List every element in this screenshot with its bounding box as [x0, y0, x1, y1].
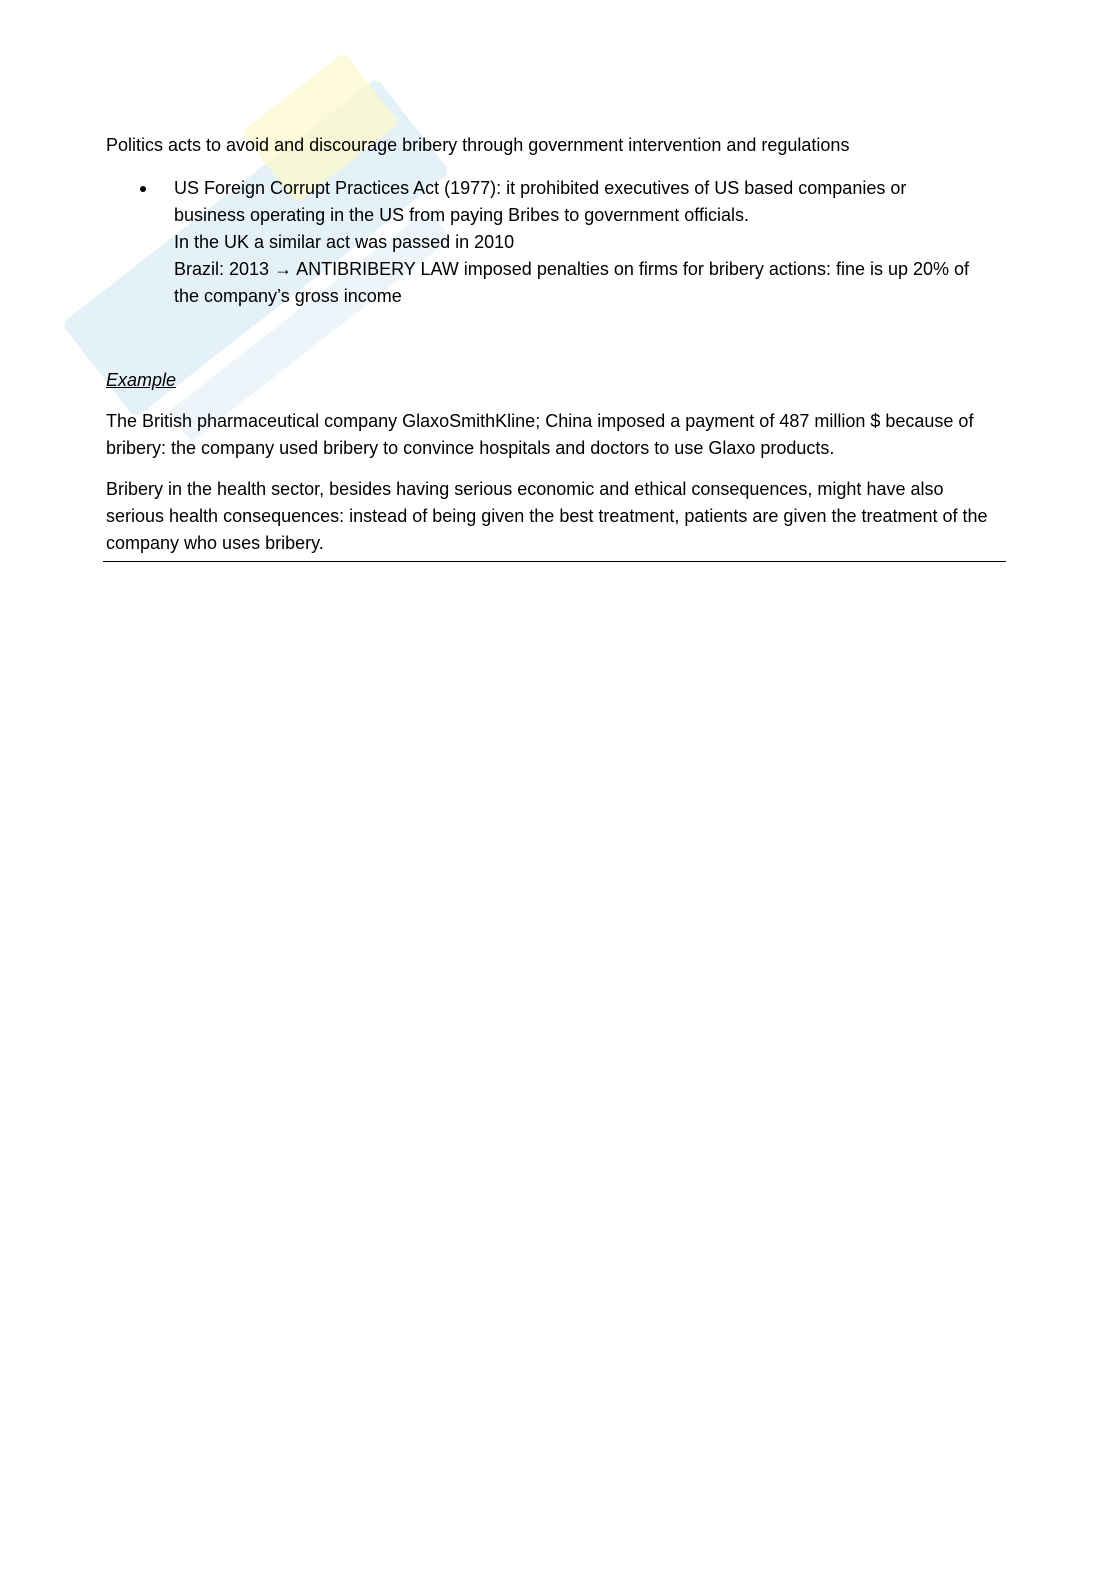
bullet-line-1: US Foreign Corrupt Practices Act (1977): it prohibited executives of US based companies or [174, 178, 907, 198]
bullet-line-2: business operating in the US from paying Bribes to government officials. [174, 205, 749, 225]
right-arrow-icon: → [274, 259, 293, 279]
example-heading: Example [106, 370, 177, 390]
intro-paragraph: Politics acts to avoid and discourage bribery through government intervention and regulations [106, 135, 850, 155]
bullet-line-5: the company’s gross income [174, 286, 402, 306]
bullet-line-3: In the UK a similar act was passed in 2010 [174, 232, 515, 252]
horizontal-rule [103, 561, 1006, 562]
document-body [106, 132, 1006, 557]
health-sector-paragraph: Bribery in the health sector, besides having serious economic and ethical consequences, might have also serious health consequences: instead of being given the best treatment, patients are given the treatment of the company who uses bribery. [106, 479, 988, 553]
brazil-year-text: Brazil: 2013 [174, 259, 275, 279]
example-paragraph: The British pharmaceutical company GlaxoSmithKline; China imposed a payment of 487 million $ because of bribery: the company used bribery to convince hospitals and doctors to use Glaxo products. [106, 411, 974, 458]
bullet-line-4 [174, 256, 1006, 283]
list-item [106, 175, 1006, 310]
antibribery-law-text: ANTIBRIBERY LAW imposed penalties on firms for bribery actions: fine is up 20% of [292, 259, 970, 279]
bullet-icon [140, 186, 146, 192]
bullet-list [106, 175, 1006, 310]
